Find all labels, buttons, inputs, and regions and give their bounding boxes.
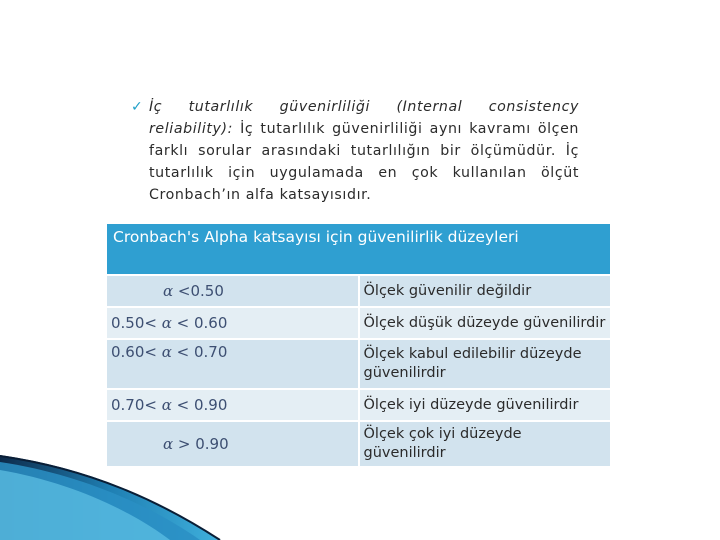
description-cell: Ölçek kabul edilebilir düzeyde güvenilirdir — [359, 339, 612, 389]
range-cell: 0.50< α < 0.60 — [106, 307, 359, 339]
description-cell: Ölçek güvenilir değildir — [359, 275, 612, 307]
range-cell: 0.70< α < 0.90 — [106, 389, 359, 421]
range-cell: α <0.50 — [106, 275, 359, 307]
range-cell: α > 0.90 — [106, 421, 359, 467]
description-cell: Ölçek çok iyi düzeyde güvenilirdir — [359, 421, 612, 467]
term-label: İç tutarlılık güvenirliliği (Internal consistency reliability): — [149, 99, 579, 137]
definition-text: İç tutarlılık güvenirliliği aynı kavramı ölçen farklı sorular arasındaki tutarlılığın bir ölçümüdür. İç tutarlılık için uygulamada en çok kullanılan ölçüt Cronbach’ın alfa katsayısıdır. — [149, 121, 579, 203]
range-cell: 0.60< α < 0.70 — [106, 339, 359, 389]
description-cell: Ölçek iyi düzeyde güvenilirdir — [359, 389, 612, 421]
table-header: Cronbach's Alpha katsayısı için güvenilirlik düzeyleri — [106, 223, 611, 275]
description-cell: Ölçek düşük düzeyde güvenilirdir — [359, 307, 612, 339]
checkmark-icon: ✓ — [131, 99, 144, 115]
